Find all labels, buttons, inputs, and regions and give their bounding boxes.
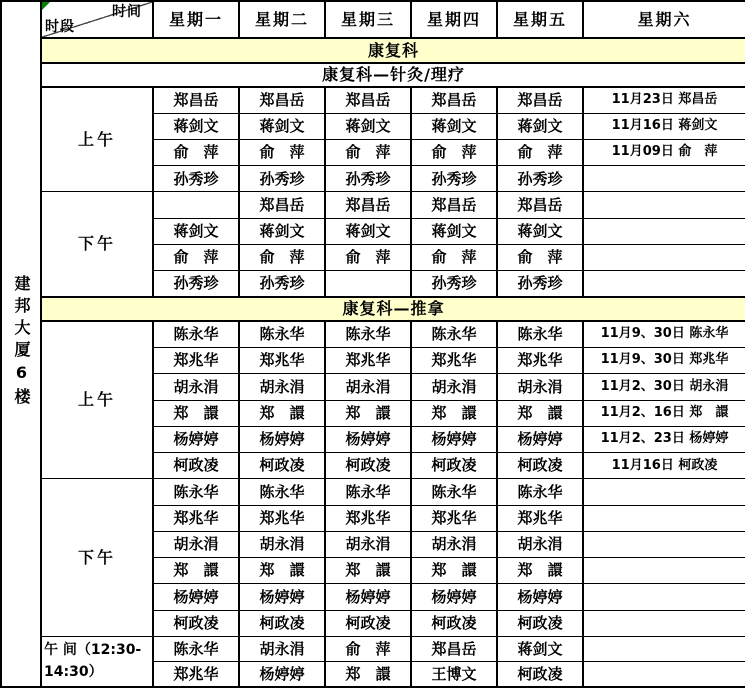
doctor-name-cell: 柯政凌 — [325, 453, 411, 479]
saturday-schedule-cell — [583, 166, 745, 192]
doctor-name-cell: 陈永华 — [153, 636, 239, 661]
doctor-name-cell: 陈永华 — [325, 321, 411, 347]
doctor-name-cell: 陈永华 — [325, 479, 411, 505]
doctor-name-cell: 胡永涓 — [153, 531, 239, 557]
day-header-monday: 星期一 — [153, 1, 239, 38]
section-title: 康复科—针灸/理疗 — [41, 63, 745, 87]
doctor-name-cell: 俞 萍 — [411, 244, 497, 270]
saturday-schedule-cell: 11月16日 蒋剑文 — [583, 113, 745, 139]
doctor-name-cell: 郑 譞 — [153, 400, 239, 426]
doctor-name-cell: 郑 譞 — [153, 558, 239, 584]
doctor-name-cell: 蒋剑文 — [497, 636, 583, 661]
doctor-name-cell: 柯政凌 — [153, 610, 239, 636]
section-title: 康复科 — [41, 38, 745, 62]
doctor-name-cell: 孙秀珍 — [325, 166, 411, 192]
building-label: 建邦大厦6楼 — [12, 274, 31, 410]
saturday-schedule-cell — [583, 610, 745, 636]
saturday-schedule-cell — [583, 531, 745, 557]
doctor-name-cell: 郑 譞 — [497, 558, 583, 584]
doctor-name-cell: 郑兆华 — [497, 347, 583, 373]
doctor-name-cell: 蒋剑文 — [411, 113, 497, 139]
doctor-name-cell: 陈永华 — [411, 479, 497, 505]
doctor-name-cell: 柯政凌 — [411, 610, 497, 636]
doctor-name-cell: 郑兆华 — [239, 505, 325, 531]
doctor-name-cell: 胡永涓 — [411, 374, 497, 400]
doctor-name-cell: 蒋剑文 — [497, 113, 583, 139]
doctor-name-cell: 杨婷婷 — [411, 584, 497, 610]
doctor-name-cell: 胡永涓 — [497, 374, 583, 400]
doctor-name-cell: 柯政凌 — [411, 453, 497, 479]
day-header-thursday: 星期四 — [411, 1, 497, 38]
doctor-name-cell: 蒋剑文 — [411, 218, 497, 244]
doctor-name-cell: 郑 譞 — [239, 400, 325, 426]
doctor-name-cell: 蒋剑文 — [325, 218, 411, 244]
doctor-name-cell: 杨婷婷 — [239, 662, 325, 687]
doctor-name-cell: 杨婷婷 — [239, 584, 325, 610]
doctor-name-cell: 陈永华 — [153, 479, 239, 505]
section-title-row — [1, 63, 745, 87]
doctor-name-cell: 俞 萍 — [325, 244, 411, 270]
doctor-name-cell: 孙秀珍 — [411, 166, 497, 192]
day-header-tuesday: 星期二 — [239, 1, 325, 38]
corner-time-label: 时间 — [112, 4, 142, 20]
doctor-name-cell: 孙秀珍 — [153, 271, 239, 297]
saturday-schedule-cell: 11月2、16日 郑 譞 — [583, 400, 745, 426]
doctor-name-cell: 柯政凌 — [497, 610, 583, 636]
doctor-name-cell: 孙秀珍 — [239, 271, 325, 297]
doctor-name-cell: 郑昌岳 — [325, 192, 411, 218]
saturday-schedule-cell — [583, 271, 745, 297]
doctor-name-cell: 杨婷婷 — [497, 426, 583, 452]
doctor-name-cell: 胡永涓 — [411, 531, 497, 557]
saturday-schedule-cell: 11月2、30日 胡永涓 — [583, 374, 745, 400]
doctor-name-cell: 郑 譞 — [325, 662, 411, 687]
green-corner-marker — [42, 2, 50, 10]
doctor-name-cell: 胡永涓 — [153, 374, 239, 400]
doctor-name-cell: 王博文 — [411, 662, 497, 687]
saturday-schedule-cell — [583, 558, 745, 584]
doctor-name-cell: 蒋剑文 — [497, 218, 583, 244]
doctor-name-cell: 蒋剑文 — [239, 218, 325, 244]
doctor-name-cell: 郑 譞 — [497, 400, 583, 426]
doctor-name-cell: 孙秀珍 — [497, 166, 583, 192]
header-row — [1, 1, 745, 38]
saturday-schedule-cell: 11月16日 柯政凌 — [583, 453, 745, 479]
doctor-name-cell: 陈永华 — [239, 321, 325, 347]
corner-cell — [41, 1, 153, 38]
doctor-name-cell: 胡永涓 — [497, 531, 583, 557]
section-title-row — [1, 38, 745, 62]
period-label: 上午 — [41, 321, 153, 479]
schedule-row — [1, 479, 745, 505]
doctor-name-cell: 胡永涓 — [325, 374, 411, 400]
doctor-name-cell: 杨婷婷 — [239, 426, 325, 452]
doctor-name-cell: 柯政凌 — [153, 453, 239, 479]
doctor-name-cell: 孙秀珍 — [497, 271, 583, 297]
doctor-name-cell: 胡永涓 — [239, 636, 325, 661]
doctor-name-cell: 郑兆华 — [239, 347, 325, 373]
day-header-wednesday: 星期三 — [325, 1, 411, 38]
period-label: 午 间（12:30-14:30） — [41, 636, 153, 687]
schedule-row — [1, 321, 745, 347]
doctor-name-cell: 郑 譞 — [325, 558, 411, 584]
doctor-name-cell: 杨婷婷 — [325, 426, 411, 452]
doctor-name-cell: 郑昌岳 — [497, 87, 583, 113]
doctor-name-cell: 杨婷婷 — [497, 584, 583, 610]
doctor-name-cell: 俞 萍 — [239, 139, 325, 165]
building-label-cell — [1, 1, 41, 687]
doctor-name-cell: 陈永华 — [153, 321, 239, 347]
doctor-name-cell: 柯政凌 — [239, 610, 325, 636]
schedule-row — [1, 636, 745, 661]
doctor-name-cell: 柯政凌 — [239, 453, 325, 479]
doctor-name-cell: 俞 萍 — [153, 244, 239, 270]
doctor-name-cell: 郑昌岳 — [411, 636, 497, 661]
saturday-schedule-cell — [583, 584, 745, 610]
section-title: 康复科—推拿 — [41, 297, 745, 321]
period-label: 下午 — [41, 479, 153, 637]
doctor-name-cell: 郑兆华 — [325, 347, 411, 373]
doctor-name-cell: 陈永华 — [497, 321, 583, 347]
doctor-name-cell: 蒋剑文 — [153, 218, 239, 244]
doctor-name-cell: 郑兆华 — [411, 505, 497, 531]
saturday-schedule-cell: 11月9、30日 陈永华 — [583, 321, 745, 347]
doctor-name-cell: 杨婷婷 — [153, 426, 239, 452]
doctor-name-cell: 杨婷婷 — [411, 426, 497, 452]
schedule-row — [1, 192, 745, 218]
schedule-row — [1, 87, 745, 113]
doctor-name-cell: 蒋剑文 — [239, 113, 325, 139]
doctor-name-cell: 柯政凌 — [497, 662, 583, 687]
doctor-name-cell: 孙秀珍 — [411, 271, 497, 297]
day-header-friday: 星期五 — [497, 1, 583, 38]
saturday-schedule-cell — [583, 479, 745, 505]
doctor-name-cell: 郑兆华 — [153, 347, 239, 373]
doctor-name-cell: 胡永涓 — [239, 374, 325, 400]
doctor-name-cell: 胡永涓 — [239, 531, 325, 557]
doctor-name-cell: 郑昌岳 — [239, 87, 325, 113]
doctor-name-cell: 郑 譞 — [239, 558, 325, 584]
day-header-saturday: 星期六 — [583, 1, 745, 38]
doctor-name-cell: 俞 萍 — [411, 139, 497, 165]
doctor-name-cell: 俞 萍 — [325, 139, 411, 165]
section-title-row — [1, 297, 745, 321]
doctor-name-cell: 柯政凌 — [325, 610, 411, 636]
doctor-name-cell: 郑兆华 — [411, 347, 497, 373]
doctor-name-cell — [325, 271, 411, 297]
doctor-name-cell: 陈永华 — [411, 321, 497, 347]
doctor-name-cell: 孙秀珍 — [239, 166, 325, 192]
doctor-name-cell: 郑兆华 — [325, 505, 411, 531]
doctor-name-cell: 陈永华 — [497, 479, 583, 505]
corner-period-label: 时段 — [45, 18, 75, 35]
doctor-name-cell: 杨婷婷 — [153, 584, 239, 610]
doctor-name-cell: 俞 萍 — [325, 636, 411, 661]
doctor-name-cell: 蒋剑文 — [325, 113, 411, 139]
saturday-schedule-cell — [583, 192, 745, 218]
saturday-schedule-cell — [583, 218, 745, 244]
doctor-name-cell: 郑昌岳 — [497, 192, 583, 218]
saturday-schedule-cell — [583, 636, 745, 661]
saturday-schedule-cell — [583, 244, 745, 270]
doctor-name-cell: 孙秀珍 — [153, 166, 239, 192]
saturday-schedule-cell: 11月23日 郑昌岳 — [583, 87, 745, 113]
doctor-name-cell: 蒋剑文 — [153, 113, 239, 139]
doctor-name-cell: 郑兆华 — [153, 662, 239, 687]
doctor-name-cell: 郑 譞 — [325, 400, 411, 426]
doctor-name-cell: 陈永华 — [239, 479, 325, 505]
doctor-name-cell: 郑昌岳 — [411, 87, 497, 113]
period-label: 上午 — [41, 87, 153, 192]
doctor-name-cell: 柯政凌 — [497, 453, 583, 479]
doctor-name-cell — [153, 192, 239, 218]
doctor-name-cell: 俞 萍 — [153, 139, 239, 165]
doctor-name-cell: 郑昌岳 — [325, 87, 411, 113]
doctor-name-cell: 俞 萍 — [497, 244, 583, 270]
doctor-name-cell: 杨婷婷 — [325, 584, 411, 610]
doctor-name-cell: 胡永涓 — [325, 531, 411, 557]
saturday-schedule-cell: 11月2、23日 杨婷婷 — [583, 426, 745, 452]
doctor-name-cell: 俞 萍 — [239, 244, 325, 270]
saturday-schedule-cell: 11月09日 俞 萍 — [583, 139, 745, 165]
doctor-name-cell: 郑兆华 — [497, 505, 583, 531]
saturday-schedule-cell — [583, 505, 745, 531]
doctor-name-cell: 郑 譞 — [411, 558, 497, 584]
period-label: 下午 — [41, 192, 153, 297]
doctor-name-cell: 郑兆华 — [153, 505, 239, 531]
saturday-schedule-cell — [583, 662, 745, 687]
doctor-name-cell: 郑昌岳 — [153, 87, 239, 113]
doctor-name-cell: 郑昌岳 — [411, 192, 497, 218]
doctor-name-cell: 郑 譞 — [411, 400, 497, 426]
doctor-name-cell: 郑昌岳 — [239, 192, 325, 218]
saturday-schedule-cell: 11月9、30日 郑兆华 — [583, 347, 745, 373]
doctor-name-cell: 俞 萍 — [497, 139, 583, 165]
